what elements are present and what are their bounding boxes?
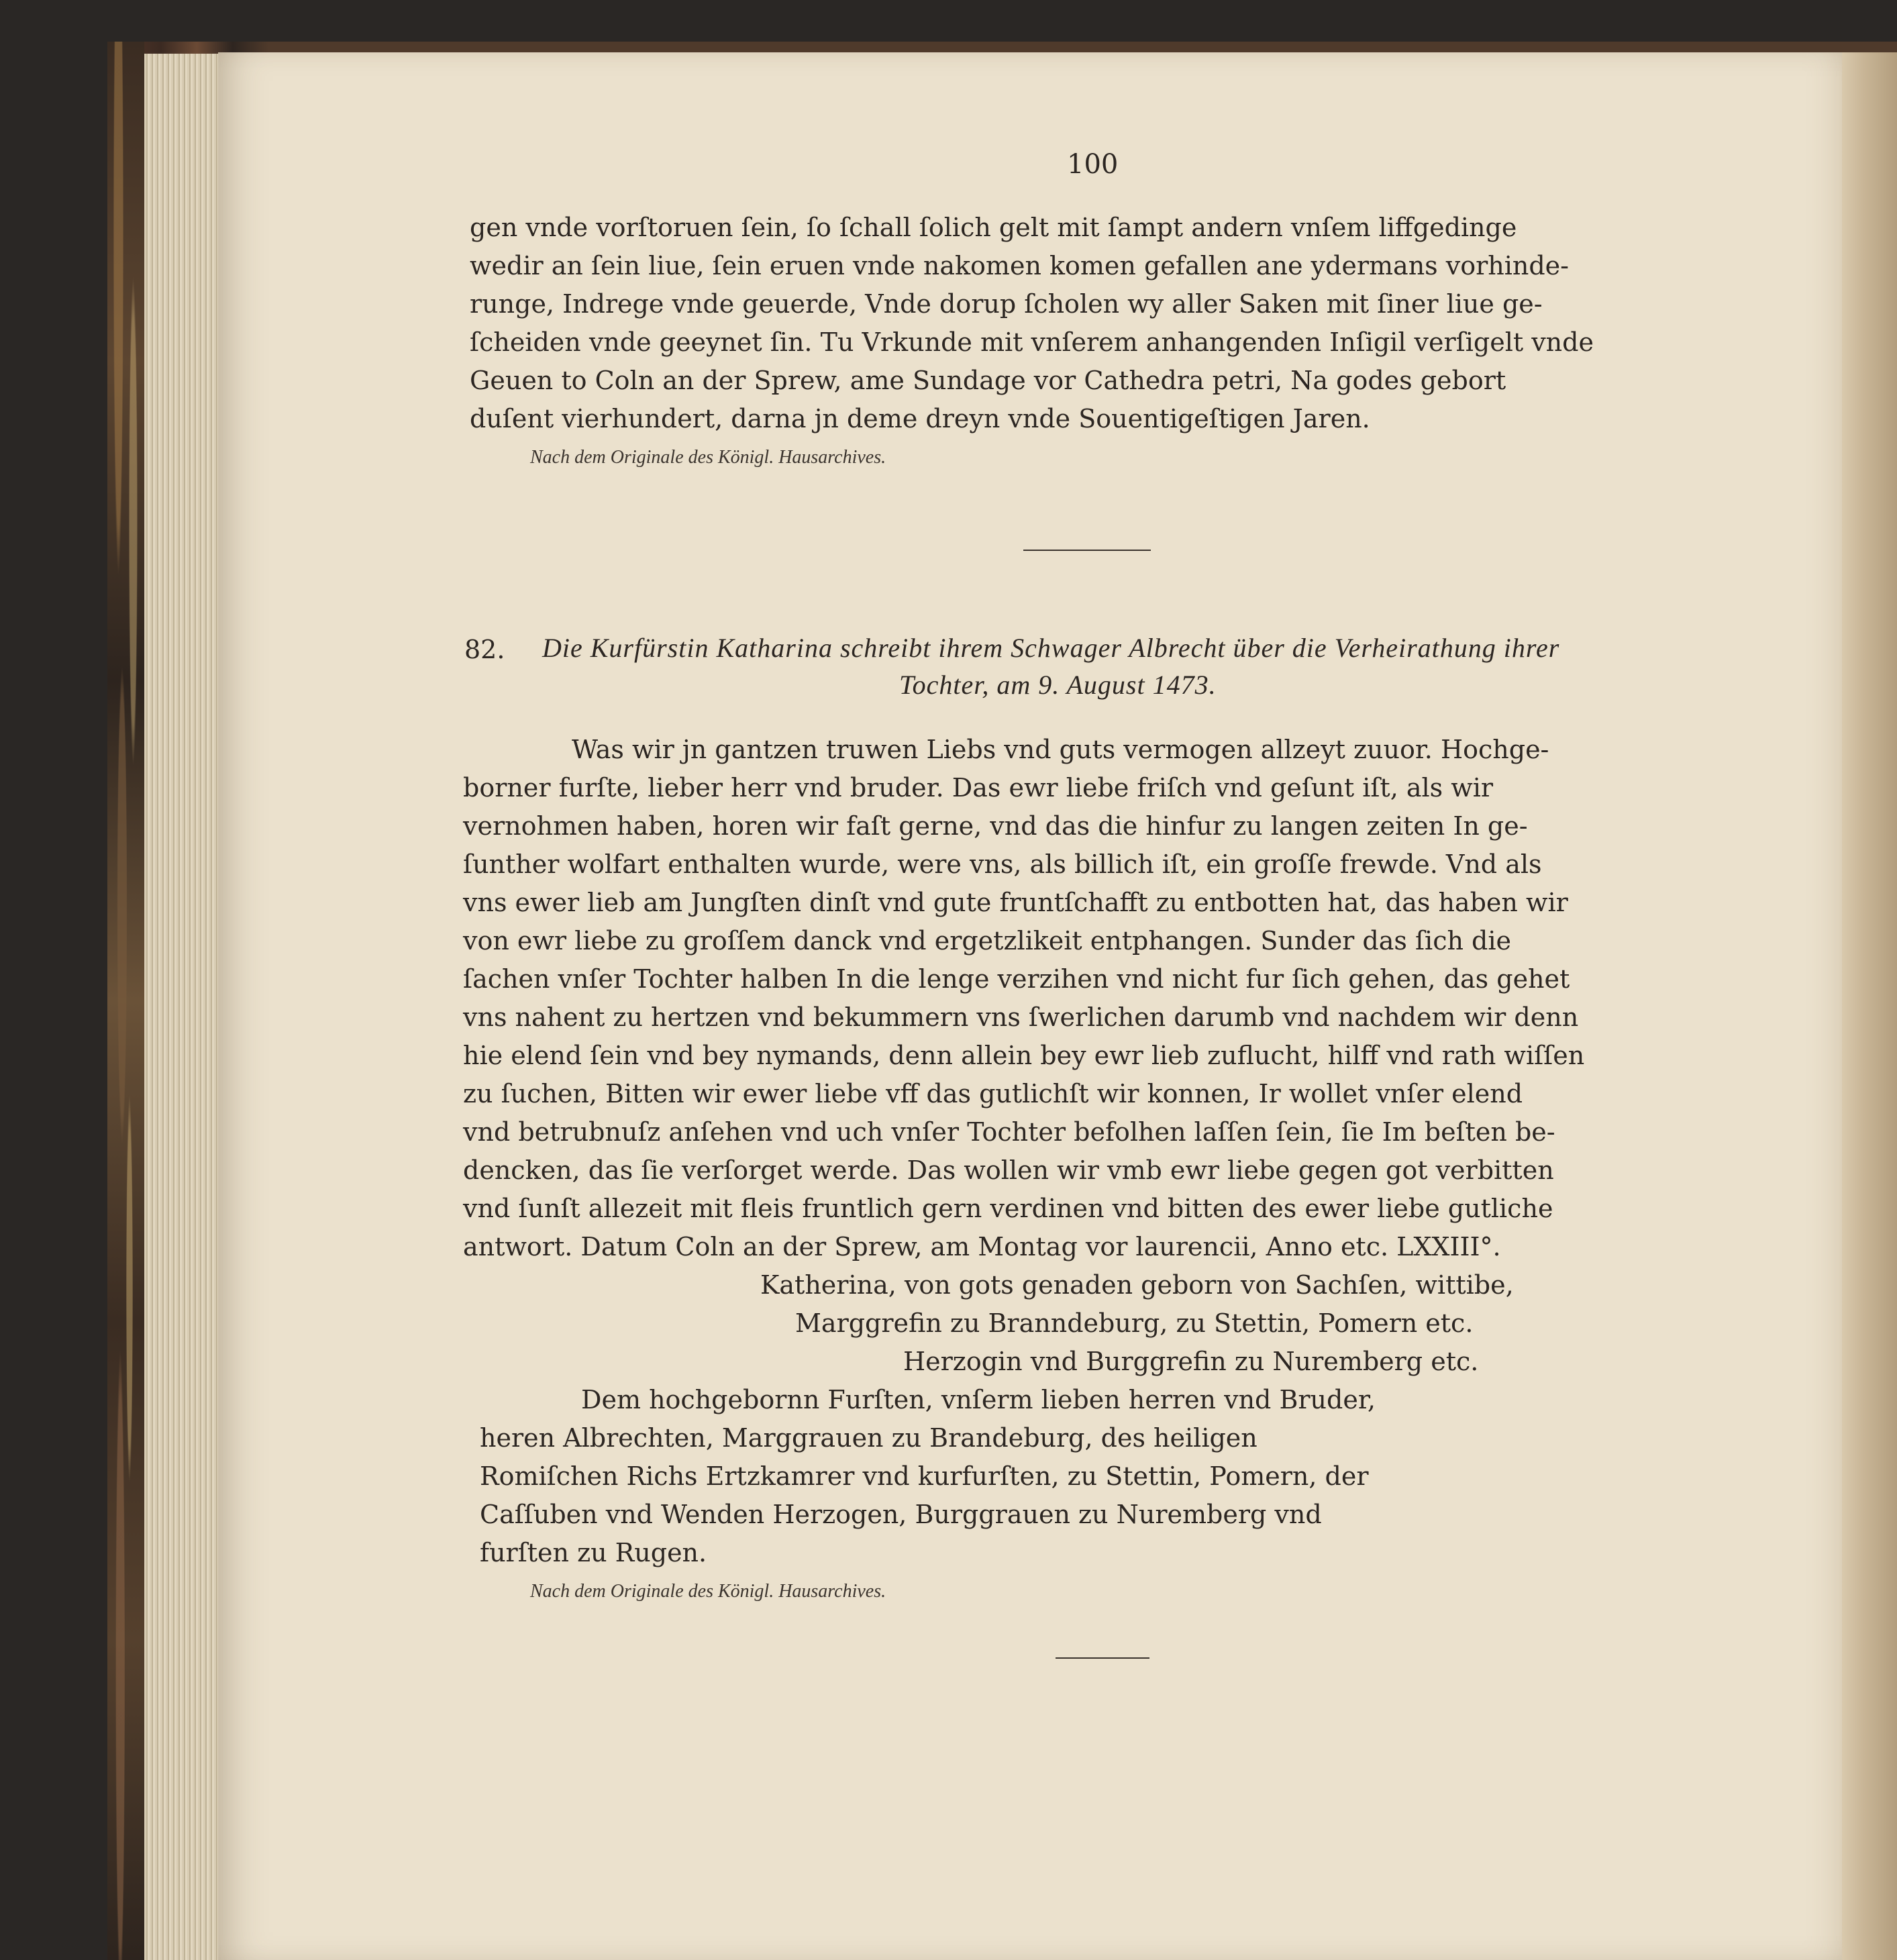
continuation-line: wedir an ſein liue, ſein eruen vnde nakomen komen gefallen ane ydermans vorhinde- [470, 251, 1570, 280]
document-heading: Tochter, am 9. August 1473. [899, 670, 1217, 700]
continuation-line: Geuen to Coln an der Sprew, ame Sundage vor Cathedra petri, Na godes gebort [470, 366, 1506, 395]
page-number: 100 [1067, 149, 1119, 180]
continuation-line: ſcheiden vnde geeynet ſin. Tu Vrkunde mit vnſerem anhangenden Inſigil verſigelt vnde [470, 327, 1594, 357]
body-line: vnd ſunſt allezeit mit fleis fruntlich gern verdinen vnd bitten des ewer liebe gutliche [463, 1194, 1553, 1223]
page-edges [144, 54, 218, 1960]
body-line: von ewr liebe zu groſſem danck vnd ergetzlikeit entphangen. Sunder das ſich die [463, 926, 1512, 956]
body-line: antwort. Datum Coln an der Sprew, am Montag vor laurencii, Anno etc. LXXIII°. [463, 1232, 1501, 1261]
address-line: heren Albrechten, Marggrauen zu Brandeburg, des heiligen [480, 1423, 1258, 1453]
address-line: furſten zu Rugen. [480, 1538, 707, 1567]
signature-line: Marggrefin zu Branndeburg, zu Stettin, Pomern etc. [795, 1308, 1474, 1338]
body-line: vnd betrubnuſz anſehen vnd uch vnſer Tochter befolhen laſſen ſein, ſie Im beſten be- [463, 1117, 1555, 1147]
document-number: 82. [464, 635, 505, 664]
source-note: Nach dem Originale des Königl. Hausarchives. [530, 447, 886, 468]
body-line: Was wir jn gantzen truwen Liebs vnd guts vermogen allzeyt zuuor. Hochge- [572, 735, 1549, 764]
facing-page-edge [1842, 52, 1897, 1960]
marbled-edge [107, 42, 144, 1960]
continuation-line: duſent vierhundert, darna jn deme dreyn vnde Souentigeſtigen Jaren. [470, 404, 1370, 433]
body-line: zu ſuchen, Bitten wir ewer liebe vff das gutlichſt wir konnen, Ir wollet vnſer elend [463, 1079, 1523, 1108]
section-divider [1023, 550, 1151, 551]
signature-line: Herzogin vnd Burggrefin zu Nuremberg etc. [903, 1347, 1479, 1376]
body-line: ſunther wolfart enthalten wurde, were vns, als billich iſt, ein groſſe frewde. Vnd als [463, 849, 1542, 879]
continuation-line: gen vnde vorſtoruen ſein, ſo ſchall ſolich gelt mit ſampt andern vnſem liffgedinge [470, 213, 1517, 242]
address-line: Dem hochgebornn Furſten, vnſerm lieben herren vnd Bruder, [581, 1385, 1376, 1414]
body-line: vernohmen haben, horen wir faſt gerne, vnd das die hinfur zu langen zeiten In ge- [463, 811, 1528, 841]
address-line: Caſſuben vnd Wenden Herzogen, Burggrauen zu Nuremberg vnd [480, 1500, 1322, 1529]
body-line: hie elend ſein vnd bey nymands, denn allein bey ewr lieb zuflucht, hilff vnd rath wiſſen [463, 1041, 1585, 1070]
section-divider [1056, 1657, 1149, 1659]
body-line: vns nahent zu hertzen vnd bekummern vns ſwerlichen darumb vnd nachdem wir denn [463, 1002, 1579, 1032]
body-line: vns ewer lieb am Jungſten dinſt vnd gute fruntſchafft zu entbotten hat, das haben wir [463, 888, 1568, 917]
address-line: Romiſchen Richs Ertzkamrer vnd kurfurſten, zu Stettin, Pomern, der [480, 1461, 1369, 1491]
body-line: dencken, das ſie verſorget werde. Das wollen wir vmb ewr liebe gegen got verbitten [463, 1155, 1554, 1185]
continuation-line: runge, Indrege vnde geuerde, Vnde dorup ſcholen wy aller Saken mit ſiner liue ge- [470, 289, 1543, 319]
body-line: borner furſte, lieber herr vnd bruder. Das ewr liebe friſch vnd geſunt iſt, als wir [463, 773, 1494, 803]
signature-line: Katherina, von gots genaden geborn von Sachſen, wittibe, [760, 1270, 1514, 1300]
body-line: ſachen vnſer Tochter halben In die lenge verzihen vnd nicht fur ſich gehen, das gehet [463, 964, 1570, 994]
source-note: Nach dem Originale des Königl. Hausarchives. [530, 1581, 886, 1602]
document-heading: Die Kurfürstin Katharina schreibt ihrem Schwager Albrecht über die Verheirathung ihrer [542, 633, 1560, 663]
